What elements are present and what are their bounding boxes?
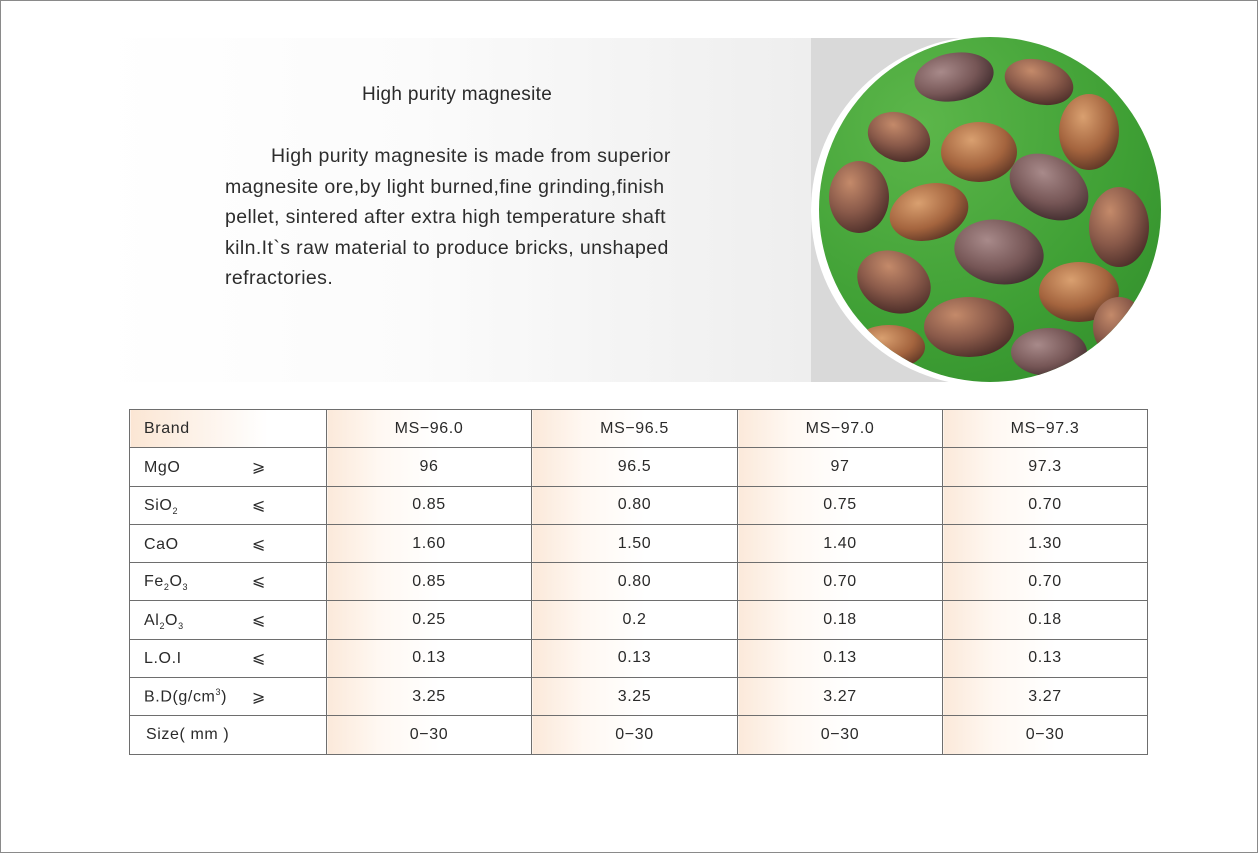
table-cell: 0.18: [943, 601, 1148, 639]
table-cell: 0.25: [327, 601, 532, 639]
table-row-loi: [130, 639, 1148, 677]
table-cell: 0−30: [532, 716, 738, 754]
table-cell: 0.75: [738, 486, 943, 524]
row-label: [130, 486, 327, 524]
row-label: [130, 716, 327, 754]
row-label: [130, 678, 327, 716]
operator: ⩾: [252, 458, 267, 476]
brand-column-header: MS−97.3: [943, 410, 1148, 448]
table-cell: 0.13: [943, 639, 1148, 677]
row-label: [130, 448, 327, 486]
operator: ⩽: [252, 611, 267, 629]
table-row-size: [130, 716, 1148, 754]
table-row-fe2o3: [130, 563, 1148, 601]
table-row-cao: [130, 524, 1148, 562]
table-cell: 1.40: [738, 524, 943, 562]
table-row-al2o3: [130, 601, 1148, 639]
page-title: High purity magnesite: [362, 84, 553, 105]
table-cell: 3.27: [738, 678, 943, 716]
operator: ⩽: [252, 573, 267, 591]
table-cell: 0.85: [327, 563, 532, 601]
table-cell: 97.3: [943, 448, 1148, 486]
table-cell: 1.60: [327, 524, 532, 562]
table-cell: 3.25: [532, 678, 738, 716]
property-name: MgO: [144, 458, 181, 476]
brand-header: Brand: [130, 410, 327, 448]
property-name: L.O.I: [144, 650, 182, 668]
row-label: [130, 601, 327, 639]
row-label: [130, 639, 327, 677]
property-name: Size( mm ): [146, 726, 230, 744]
operator: ⩾: [252, 688, 267, 706]
row-label: [130, 524, 327, 562]
operator: ⩽: [252, 535, 267, 553]
table-cell: 0.13: [738, 639, 943, 677]
table-row-bulk-density: [130, 678, 1148, 716]
property-name: CaO: [144, 535, 179, 553]
table-cell: 0−30: [327, 716, 532, 754]
table-cell: 0.13: [532, 639, 738, 677]
table-cell: 0.13: [327, 639, 532, 677]
operator: ⩽: [252, 496, 267, 514]
table-cell: 0−30: [943, 716, 1148, 754]
table-cell: 0.18: [738, 601, 943, 639]
table-cell: 0.80: [532, 486, 738, 524]
table-row-sio2: [130, 486, 1148, 524]
table-cell: 0.2: [532, 601, 738, 639]
table-cell: 96.5: [532, 448, 738, 486]
table-row-mgo: [130, 448, 1148, 486]
table-cell: 0.70: [943, 563, 1148, 601]
table-cell: 97: [738, 448, 943, 486]
brand-column-header: MS−96.5: [532, 410, 738, 448]
row-label: [130, 563, 327, 601]
property-name: $Al_2O_3$: [144, 611, 184, 631]
table-header-row: [130, 410, 1148, 448]
magnesite-photo: [819, 37, 1161, 382]
table-cell: 96: [327, 448, 532, 486]
product-description: High purity magnesite is made from superior magnesite ore,by light burned,fine grinding,finish pellet, sintered after extra high temperature shaft kiln.It`s raw material to produce bricks, unshaped refractories.: [225, 145, 671, 289]
table-cell: 1.50: [532, 524, 738, 562]
property-name: SiO$_2$: [144, 496, 179, 516]
brand-column-header: MS−96.0: [327, 410, 532, 448]
table-cell: 3.25: [327, 678, 532, 716]
property-name: $B.D(g/cm^3)$: [144, 687, 228, 706]
table-cell: 0.70: [738, 563, 943, 601]
table-cell: 0−30: [738, 716, 943, 754]
table-cell: 0.70: [943, 486, 1148, 524]
table-cell: 0.80: [532, 563, 738, 601]
spec-table: [129, 409, 1148, 755]
magnesite-lumps-illustration: [819, 37, 1161, 382]
property-name: $Fe_2O_3$: [144, 573, 189, 593]
table-cell: 0.85: [327, 486, 532, 524]
operator: ⩽: [252, 650, 267, 668]
brand-column-header: MS−97.0: [738, 410, 943, 448]
table-cell: 3.27: [943, 678, 1148, 716]
table-cell: 1.30: [943, 524, 1148, 562]
